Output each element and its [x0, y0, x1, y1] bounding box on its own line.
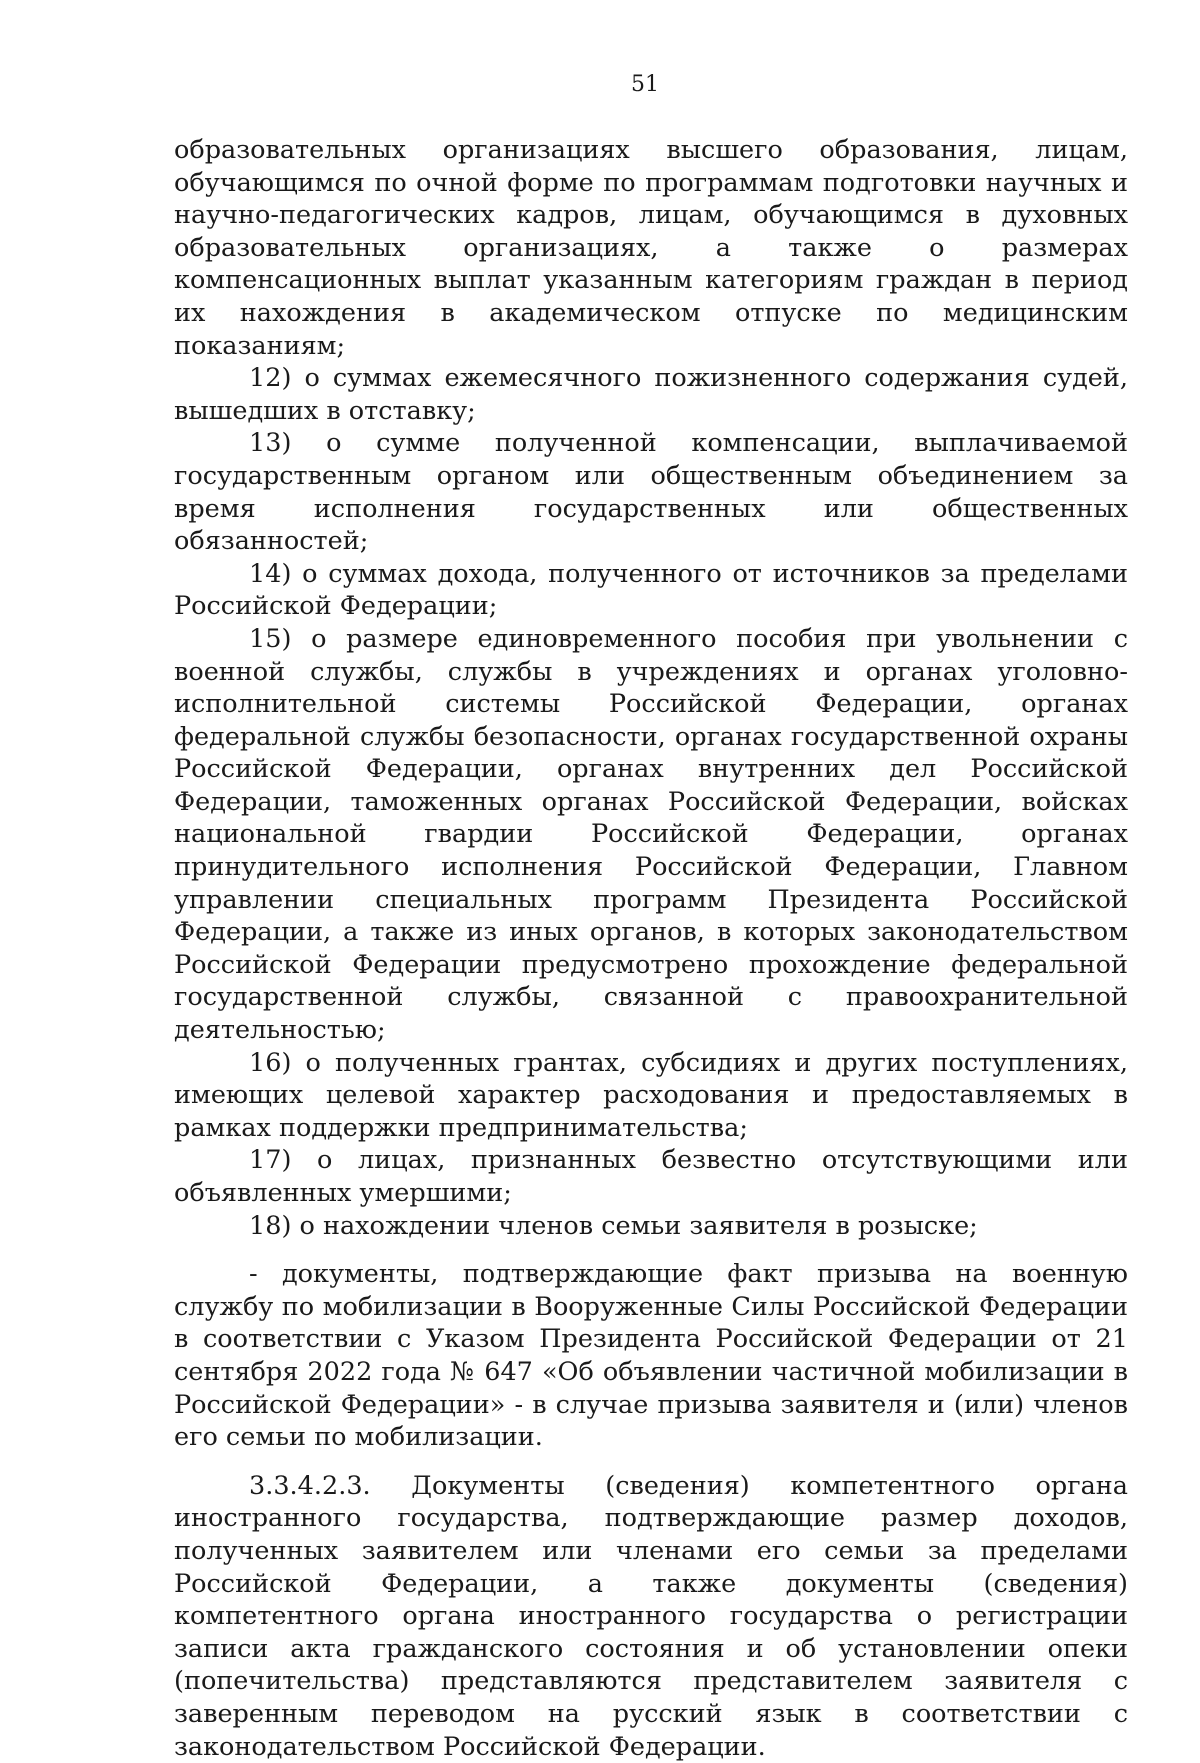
paragraph-item-17: 17) о лицах, признанных безвестно отсутствующими или объявленных умершими; — [174, 1145, 1128, 1208]
paragraph-mobilization-documents: - документы, подтверждающие факт призыва на военную службу по мобилизации в Вооруженные Силы Российской Федерации в соответствии с Указом Президента Российской Федерации от 21 сентября 2022 года № 647 «Об объявлении частичной мобилизации в Российской Федерации» - в случае призыва заявителя и (или) членов его семьи по мобилизации. — [174, 1259, 1128, 1453]
paragraph-item-12: 12) о суммах ежемесячного пожизненного содержания судей, вышедших в отставку; — [174, 363, 1128, 426]
paragraph-item-18: 18) о нахождении членов семьи заявителя в розыске; — [249, 1210, 978, 1241]
paragraph-item-16: 16) о полученных грантах, субсидиях и других поступлениях, имеющих целевой характер расходования и предоставляемых в рамках поддержки предпринимательства; — [174, 1047, 1128, 1143]
page-number: 51 — [631, 72, 659, 97]
paragraph-item-13: 13) о сумме полученной компенсации, выплачиваемой государственным органом или общественным объединением за время исполнения государственных или общественных обязанностей; — [174, 428, 1128, 557]
paragraph-continued: образовательных организациях высшего образования, лицам, обучающимся по очной форме по программам подготовки научных и научно-педагогических кадров, лицам, обучающимся в духовных образовательных организациях, а также о размерах компенсационных выплат указанным категориям граждан в период их нахождения в академическом отпуске по медицинским показаниям; — [174, 135, 1128, 361]
paragraph-section-3-3-4-2-3: 3.3.4.2.3. Документы (сведения) компетентного органа иностранного государства, подтверждающие размер доходов, полученных заявителем или членами его семьи за пределами Российской Федерации, а также документы (сведения) компетентного органа иностранного государства о регистрации записи акта гражданского состояния и об установлении опеки (попечительства) представляются представителем заявителя с заверенным переводом на русский язык в соответствии с законодательством Российской Федерации. — [174, 1470, 1128, 1762]
document-body — [174, 134, 1128, 1763]
paragraph-item-15: 15) о размере единовременного пособия при увольнении с военной службы, службы в учреждениях и органах уголовно-исполнительной системы Российской Федерации, органах федеральной службы безопасности, органах государственной охраны Российской Федерации, органах внутренних дел Российской Федерации, таможенных органах Российской Федерации, войсках национальной гвардии Российской Федерации, органах принудительного исполнения Российской Федерации, Главном управлении специальных программ Президента Российской Федерации, а также из иных органов, в которых законодательством Российской Федерации предусмотрено прохождение федеральной государственной службы, связанной с правоохранительной деятельностью; — [174, 623, 1128, 1046]
paragraph-item-14: 14) о суммах дохода, полученного от источников за пределами Российской Федерации; — [174, 558, 1128, 622]
